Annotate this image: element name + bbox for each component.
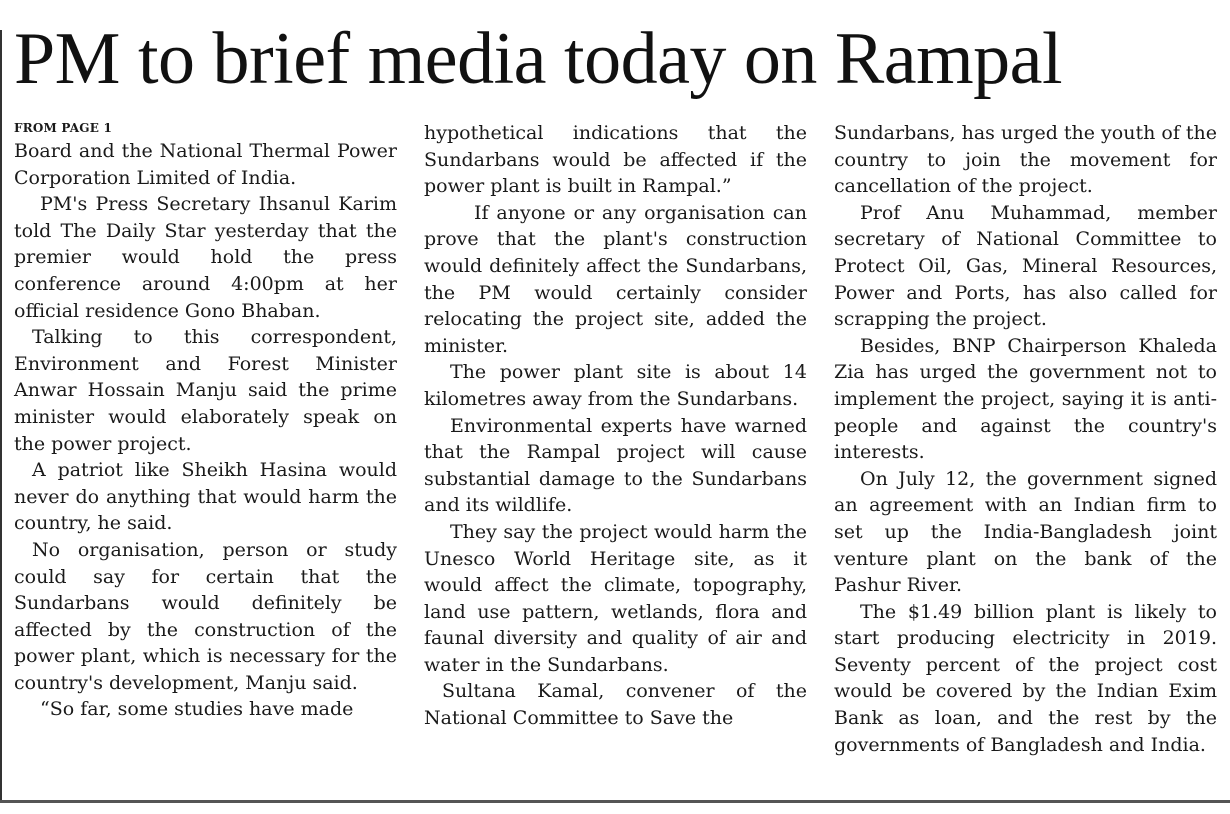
paragraph: “So far, some studies have made (40, 698, 354, 721)
paragraph: Board and the National Thermal Power Corporation Limited of India. (14, 140, 397, 189)
article-body (0, 118, 1230, 798)
paragraph: Sundarbans, has urged the youth of the country to join the movement for cancellation of the project. (834, 122, 1218, 198)
paragraph: On July 12, the government signed an agreement with an Indian firm to set up the India-Bangladesh joint venture plant on the bank of the Pashur River. (834, 467, 1217, 597)
bottom-rule (0, 800, 1230, 803)
article-column-2 (424, 118, 807, 732)
paragraph: No organisation, person or study could say for certain that the Sundarbans would definitely be affected by the construction of the power plant, which is necessary for the country's development, Manju said. (14, 538, 397, 694)
paragraph: Talking to this correspondent, Environment and Forest Minister Anwar Hossain Manju said the prime minister would elaborately speak on the power project. (14, 326, 397, 455)
paragraph: Prof Anu Muhammad, member secretary of National Committee to Protect Oil, Gas, Mineral Resources, Power and Ports, has also called for scrapping the project. (834, 201, 1217, 331)
paragraph: PM's Press Secretary Ihsanul Karim told The Daily Star yesterday that the premier would hold the press conference around 4:00pm at her official residence Gono Bhaban. (14, 193, 397, 322)
paragraph: Environmental experts have warned that the Rampal project will cause substantial damage to the Sundarbans and its wildlife. (424, 414, 807, 517)
article-column-3 (834, 118, 1217, 758)
paragraph: The $1.49 billion plant is likely to start producing electricity in 2019. Seventy percent of the project cost would be covered by the Indian Exim Bank as loan, and the rest by the governments of Bangladesh and India. (834, 600, 1217, 756)
paragraph: The power plant site is about 14 kilometres away from the Sundarbans. (424, 361, 807, 410)
paragraph: If anyone or any organisation can prove that the plant's construction would definitely affect the Sundarbans, the PM would certainly consider relocating the project site, added the minister. (424, 201, 807, 357)
paragraph: Besides, BNP Chairperson Khaleda Zia has urged the government not to implement the project, saying it is anti-people and against the country's interests. (834, 334, 1217, 464)
article-column-1 (14, 118, 397, 723)
paragraph: Sultana Kamal, convener of the National Committee to Save the (424, 680, 807, 730)
paragraph: A patriot like Sheikh Hasina would never do anything that would harm the country, he said. (14, 459, 397, 535)
headline: PM to brief media today on Rampal (14, 18, 1063, 100)
paragraph: They say the project would harm the Unesco World Heritage site, as it would affect the climate, topography, land use pattern, wetlands, flora and faunal diversity and quality of air and water in the Sundarbans. (424, 520, 807, 676)
continued-from-kicker: FROM PAGE 1 (14, 121, 112, 135)
paragraph: hypothetical indications that the Sundarbans would be affected if the power plant is built in Rampal.” (424, 122, 807, 198)
